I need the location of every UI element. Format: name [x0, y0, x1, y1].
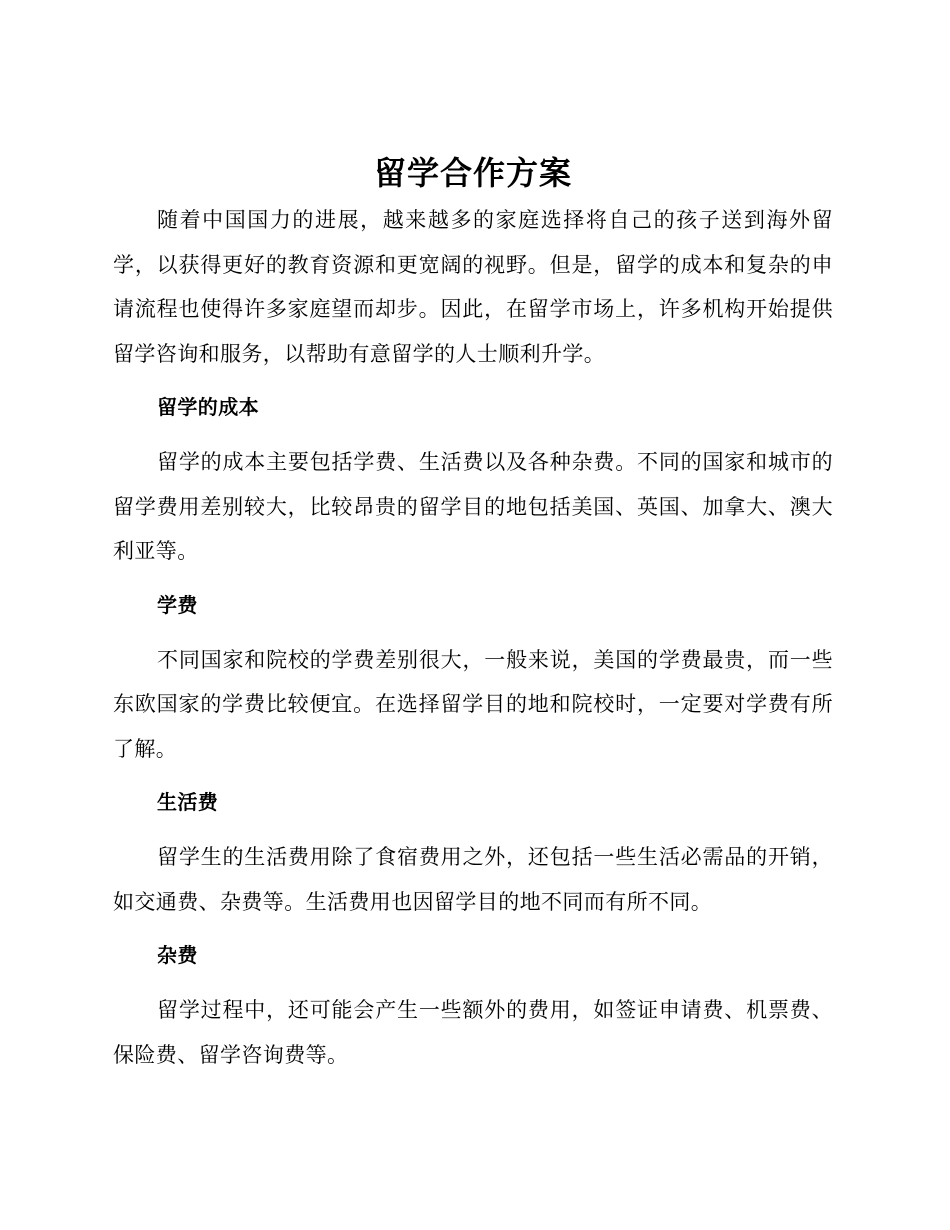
document-page [113, 148, 833, 1077]
section-heading-cost: 留学的成本 [157, 395, 259, 419]
section-heading-living-expenses: 生活费 [157, 790, 219, 814]
document-title: 留学合作方案 [373, 154, 572, 192]
section-body-misc-fees: 留学过程中，还可能会产生一些额外的费用，如签证申请费、机票费、保险费、留学咨询费等。 [113, 998, 833, 1067]
section-heading-misc-fees: 杂费 [157, 943, 198, 967]
section-body-tuition: 不同国家和院校的学费差别很大，一般来说，美国的学费最贵，而一些东欧国家的学费比较便宜。在选择留学目的地和院校时，一定要对学费有所了解。 [113, 647, 833, 761]
section-body-living-expenses: 留学生的生活费用除了食宿费用之外，还包括一些生活必需品的开销，如交通费、杂费等。生活费用也因留学目的地不同而有所不同。 [113, 845, 833, 914]
section-heading-tuition: 学费 [157, 592, 198, 617]
section-body-cost: 留学的成本主要包括学费、生活费以及各种杂费。不同的国家和城市的留学费用差别较大，比较昂贵的留学目的地包括美国、英国、加拿大、澳大利亚等。 [113, 450, 833, 563]
intro-paragraph: 随着中国国力的进展，越来越多的家庭选择将自己的孩子送到海外留学，以获得更好的教育资源和更宽阔的视野。但是，留学的成本和复杂的申请流程也使得许多家庭望而却步。因此，在留学市场上，许多机构开始提供留学咨询和服务，以帮助有意留学的人士顺利升学。 [113, 208, 833, 366]
